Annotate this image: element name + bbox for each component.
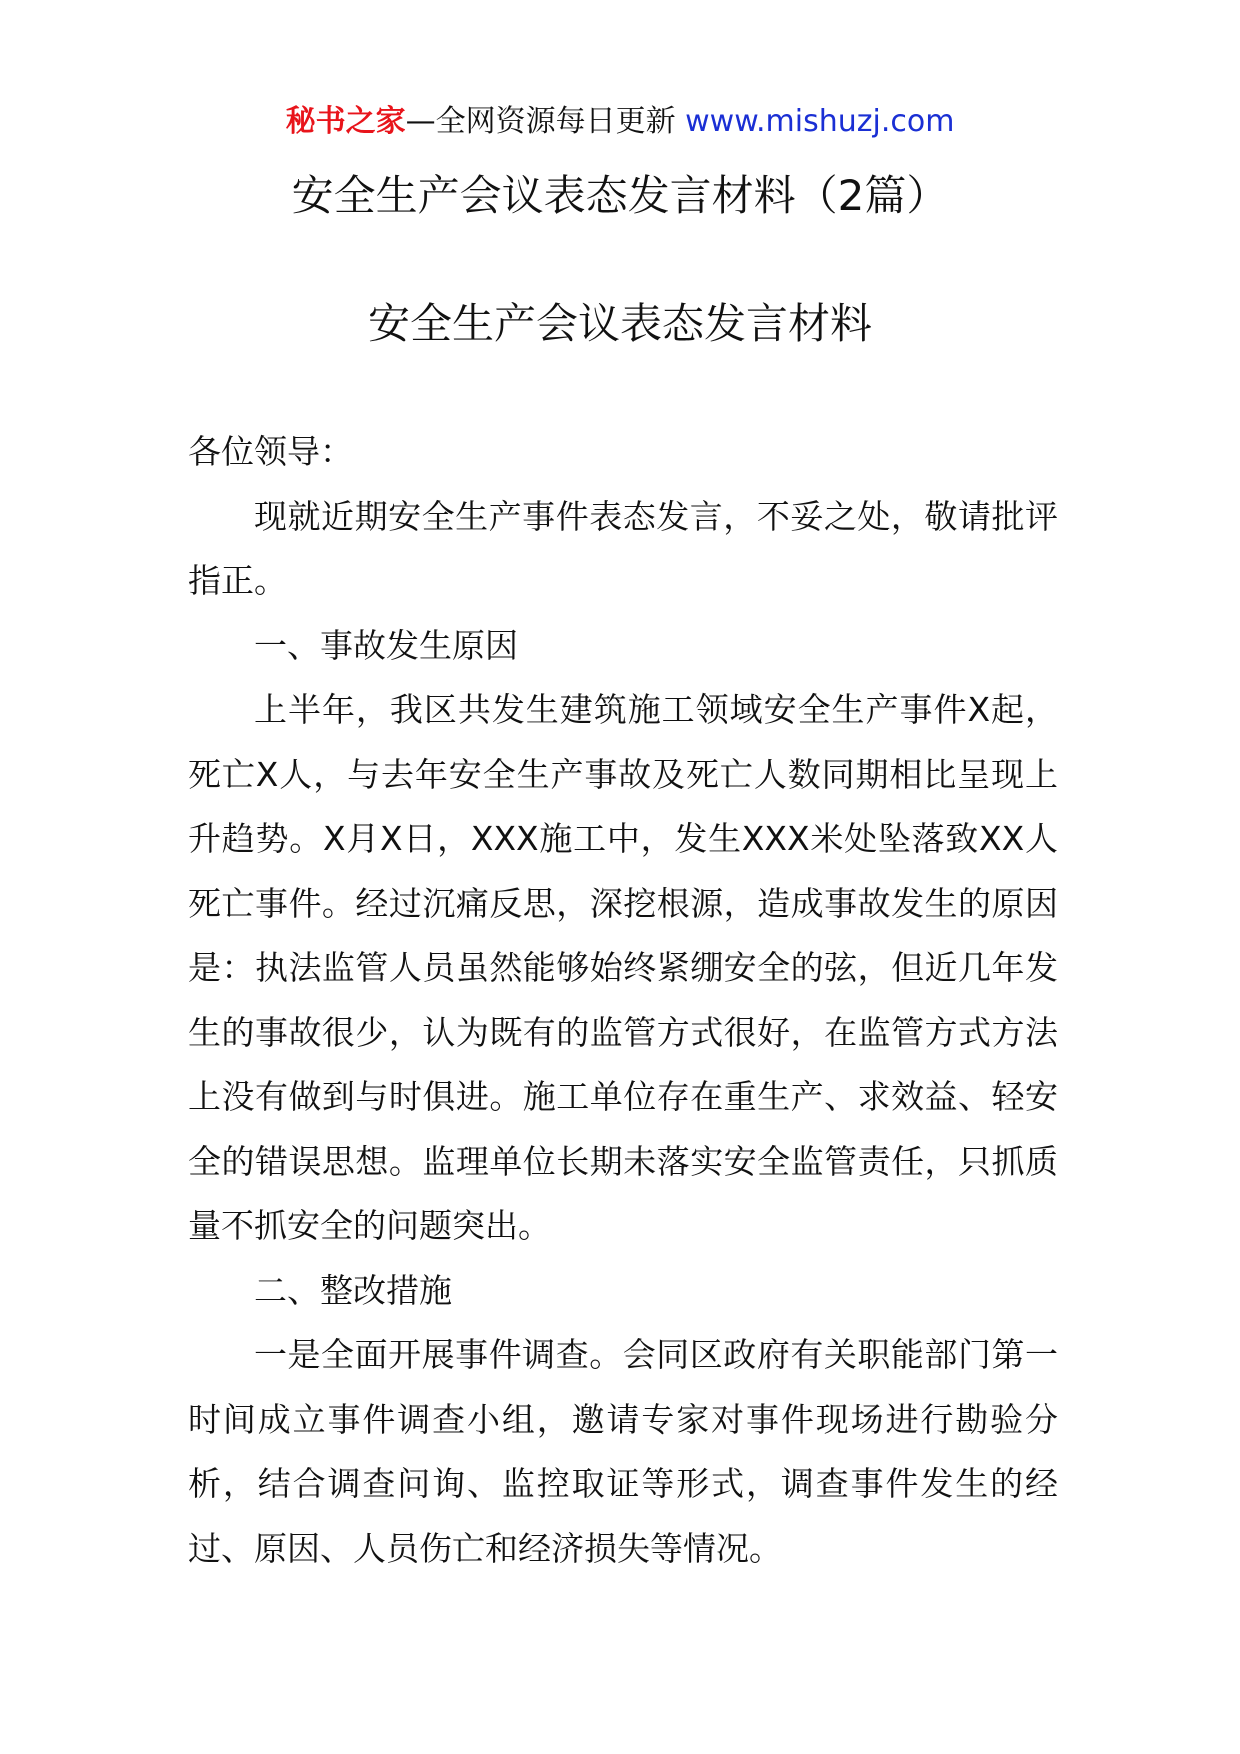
document-sub-title: 安全生产会议表态发言材料 xyxy=(367,299,872,348)
salutation: 各位领导： xyxy=(188,432,353,471)
site-header xyxy=(0,102,1240,142)
section-heading-causes: 一、事故发生原因 xyxy=(254,625,518,665)
document-main-title: 安全生产会议表态发言材料（2篇） xyxy=(291,171,949,220)
paragraph-intro: 现就近期安全生产事件表态发言，不妥之处，敬请批评指正。 xyxy=(188,496,1058,600)
paragraph-measure-1: 一是全面开展事件调查。会同区政府有关职能部门第一时间成立事件调查小组，邀请专家对事件现场进行勘验分析，结合调查问询、监控取证等形式，调查事件发生的经过、原因、人员伤亡和经济损失等情况。 xyxy=(188,1335,1058,1568)
site-url[interactable]: www.mishuzj.com xyxy=(685,104,955,139)
paragraph-causes: 上半年，我区共发生建筑施工领域安全生产事件X起，死亡X人，与去年安全生产事故及死亡人数同期相比呈现上升趋势。X月X日，XXX施工中，发生XXX米处坠落致XX人死亡事件。经过沉痛反思，深挖根源，造成事故发生的原因是：执法监管人员虽然能够始终紧绷安全的弦，但近几年发生的事故很少，认为既有的监管方式很好，在监管方式方法上没有做到与时俱进。施工单位存在重生产、求效益、轻安全的错误思想。监理单位长期未落实安全监管责任，只抓质量不抓安全的问题突出。 xyxy=(188,690,1058,1245)
section-heading-measures: 二、整改措施 xyxy=(254,1270,452,1310)
site-slogan: —全网资源每日更新 xyxy=(405,104,686,139)
document-body xyxy=(188,420,1058,1581)
brand-name: 秘书之家 xyxy=(285,104,406,139)
